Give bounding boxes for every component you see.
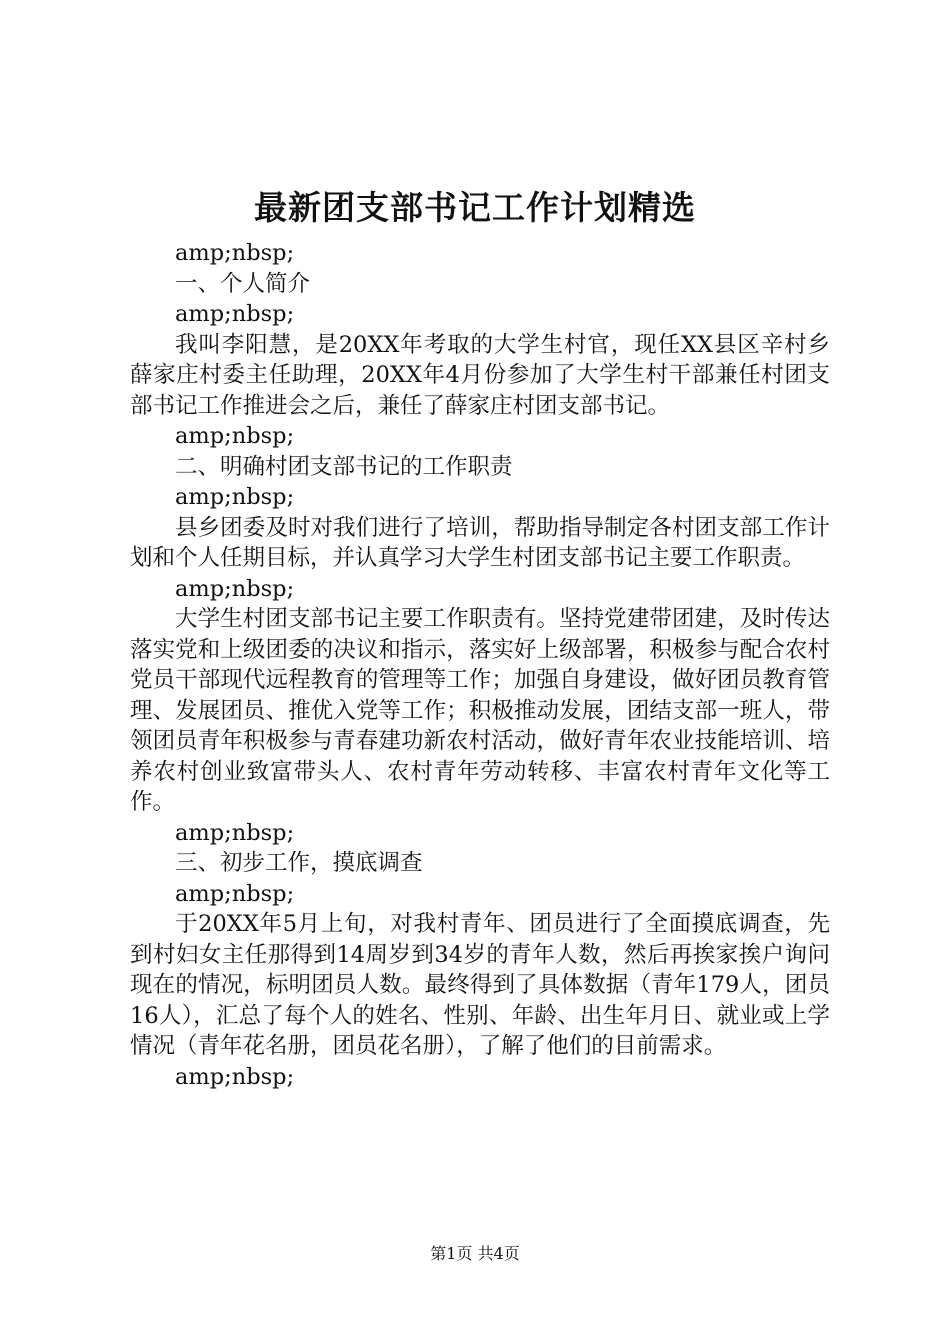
paragraph: 大学生村团支部书记主要工作职责有。坚持党建带团建，及时传达落实党和上级团委的决议和指示，落实好上级部署，积极参与配合农村党员干部现代远程教育的管理等工作；加强自身建设，做好团员教育管理、发展团员、推优入党等工作；积极推动发展，团结支部一班人，带领团员青年积极参与青春建功新农村活动，做好青年农业技能培训、培养农村创业致富带头人、农村青年劳动转移、丰富农村青年文化等工作。 (130, 606, 830, 815)
section-heading: 三、初步工作，摸底调查 (175, 850, 423, 876)
section-heading: 一、个人简介 (175, 270, 311, 297)
paragraph: amp;nbsp; (175, 301, 295, 327)
paragraph: amp;nbsp; (175, 575, 295, 602)
paragraph: 我叫李阳慧，是20XX年考取的大学生村官，现任XX县区辛村乡薛家庄村委主任助理，20XX年4月份参加了大学生村干部兼任村团支部书记工作推进会之后，兼任了薛家庄村团支部书记。 (130, 331, 830, 419)
paragraph: amp;nbsp; (175, 423, 295, 449)
page-number: 第1页 共4页 (430, 1244, 520, 1263)
section-heading: 二、明确村团支部书记的工作职责 (175, 453, 513, 480)
paragraph: 县乡团委及时对我们进行了培训，帮助指导制定各村团支部工作计划和个人任期目标，并认真学习大学生村团支部书记主要工作职责。 (130, 514, 830, 571)
paragraph: amp;nbsp; (175, 1063, 295, 1090)
paragraph: amp;nbsp; (175, 880, 295, 907)
paragraph: amp;nbsp; (175, 240, 295, 266)
document-title: 最新团支部书记工作计划精选 (254, 188, 696, 227)
paragraph: amp;nbsp; (175, 819, 295, 846)
paragraph: amp;nbsp; (175, 484, 295, 510)
paragraph: 于20XX年5月上旬，对我村青年、团员进行了全面摸底调查，先到村妇女主任那得到14周岁到34岁的青年人数，然后再挨家挨户询问现在的情况，标明团员人数。最终得到了具体数据（青年179人，团员16人），汇总了每个人的姓名、性别、年龄、出生年月日、就业或上学情况（青年花名册，团员花名册），了解了他们的目前需求。 (130, 911, 830, 1059)
document-body (130, 238, 830, 1092)
